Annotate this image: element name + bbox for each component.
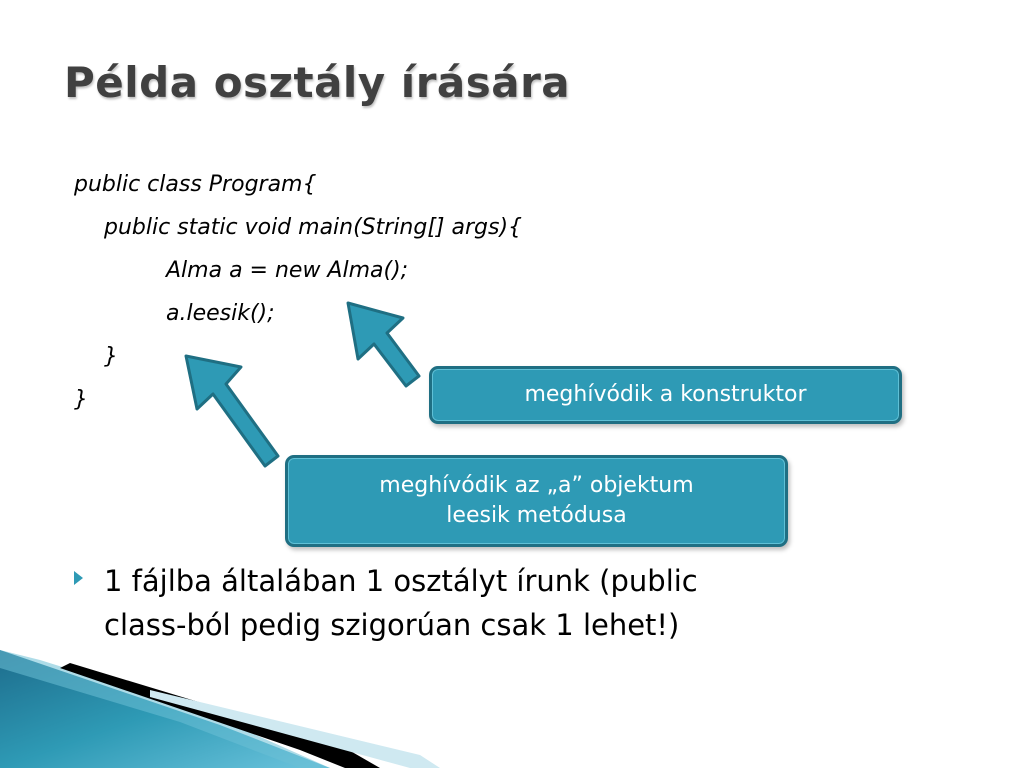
code-line-main: public static void main(String[] args){ [104,215,523,240]
bullet-line-1: 1 fájlba általában 1 osztályt írunk (public [104,564,698,598]
up-left-arrow-icon [186,356,278,466]
up-left-arrow-icon [348,303,419,386]
method-callout [285,455,788,547]
slide-title: Példa osztály írására [64,58,571,107]
constructor-callout-text: meghívódik a konstruktor [524,382,807,408]
constructor-callout [429,366,902,424]
triangle-bullet-icon [74,571,83,585]
method-callout-line1: meghívódik az „a” objektum [379,473,694,499]
method-callout-line2: leesik metódusa [446,503,627,528]
bullet-text [104,559,984,647]
code-line-close-main: } [104,344,118,369]
code-line-leesik: a.leesik(); [166,301,275,326]
code-line-close-class: } [74,387,88,412]
code-line-class: public class Program{ [74,172,317,197]
bullet-line-2: class-ból pedig szigorúan csak 1 lehet!) [104,608,680,642]
code-line-new-alma: Alma a = new Alma(); [166,258,409,283]
